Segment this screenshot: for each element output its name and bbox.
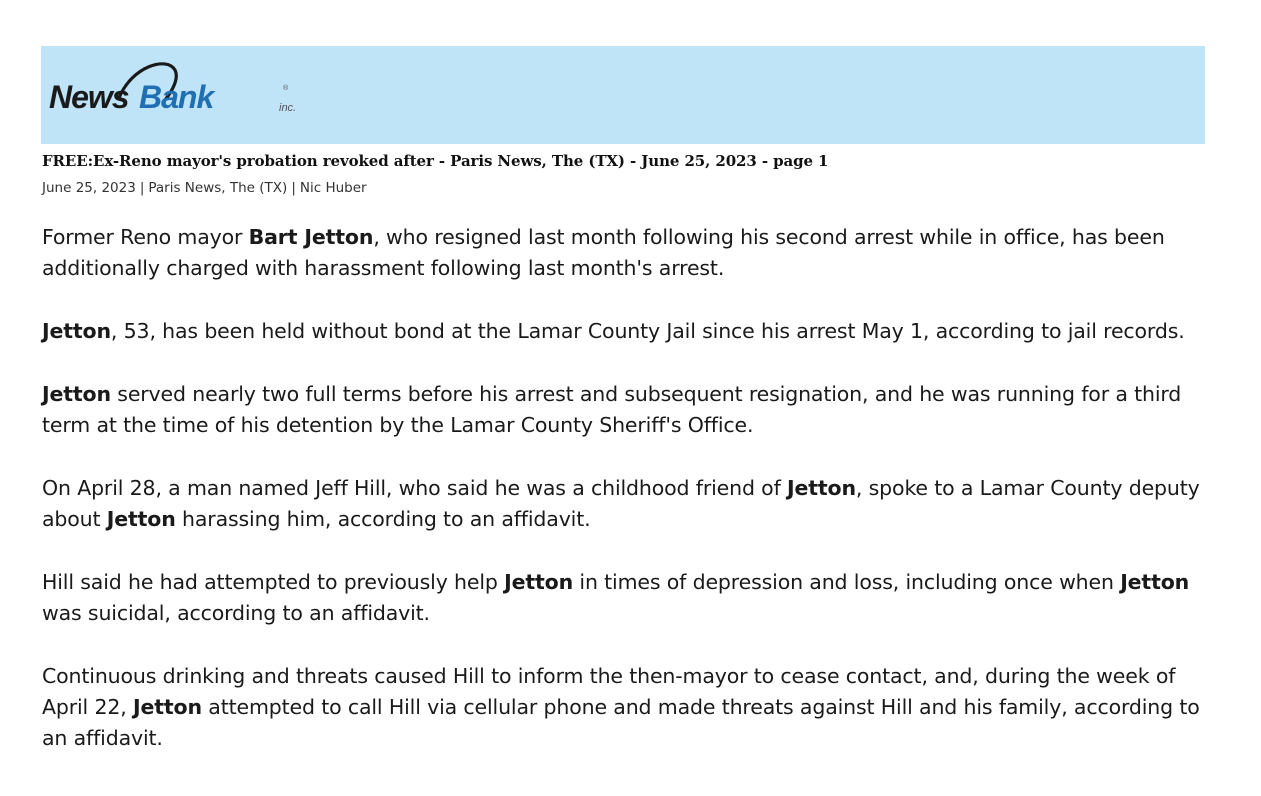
paragraph-text: , 53, has been held without bond at the Lamar County Jail since his arrest May 1, according to jail records.	[110, 319, 1185, 343]
paragraph-text: in times of depression and loss, including once when	[573, 570, 1121, 594]
article-meta	[42, 180, 367, 196]
article-date: June 25, 2023	[42, 180, 136, 196]
header-banner	[41, 46, 1205, 144]
highlighted-name: Jetton	[42, 382, 111, 406]
paragraph-text: On April 28, a man named Jeff Hill, who said he was a childhood friend of	[42, 476, 787, 500]
meta-separator: |	[139, 180, 145, 196]
paragraph-text: , who resigned last month following his second arrest while in office, has been additionally charged with harassment following last month's arrest.	[42, 225, 1165, 280]
paragraph-text: was suicidal, according to an affidavit.	[42, 601, 430, 625]
paragraph	[42, 379, 1222, 441]
paragraph-text: Hill said he had attempted to previously help	[42, 570, 505, 594]
highlighted-name: Bart Jetton	[248, 225, 374, 249]
paragraph-text: harassing him, according to an affidavit.	[175, 507, 591, 531]
svg-text:inc.: inc.	[279, 102, 297, 114]
paragraph-text: served nearly two full terms before his arrest and subsequent resignation, and he was running for a third term at the time of his detention by the Lamar County Sheriff's Office.	[42, 382, 1182, 437]
paragraph	[42, 222, 1222, 284]
article-headline: FREE:Ex-Reno mayor's probation revoked after - Paris News, The (TX) - June 25, 2023 - page 1	[42, 152, 829, 170]
svg-text:Bank: Bank	[139, 79, 214, 115]
paragraph	[42, 316, 1222, 347]
paragraph	[42, 567, 1222, 629]
highlighted-name: Jetton	[42, 319, 111, 343]
paragraph-text: attempted to call Hill via cellular phone and made threats against Hill and his family, according to an affidavit.	[42, 695, 1200, 750]
article-author: Nic Huber	[299, 180, 367, 196]
newsbank-logo	[47, 58, 317, 118]
paragraph	[42, 661, 1222, 754]
paragraph	[42, 473, 1222, 535]
highlighted-name: Jetton	[1120, 570, 1190, 594]
highlighted-name: Jetton	[787, 476, 856, 500]
paragraph-text: , spoke to a Lamar County deputy about	[42, 476, 1200, 531]
paragraph-text: Former Reno mayor	[42, 225, 249, 249]
meta-separator: |	[291, 180, 296, 196]
highlighted-name: Jetton	[106, 507, 176, 531]
highlighted-name: Jetton	[133, 695, 202, 719]
article-body	[42, 222, 1222, 786]
article-source: Paris News, The (TX)	[148, 180, 288, 196]
paragraph-text: Continuous drinking and threats caused Hill to inform the then-mayor to cease contact, and, during the week of April 22,	[42, 664, 1176, 719]
highlighted-name: Jetton	[504, 570, 574, 594]
svg-text:News: News	[49, 79, 129, 115]
svg-text:®: ®	[283, 85, 289, 92]
